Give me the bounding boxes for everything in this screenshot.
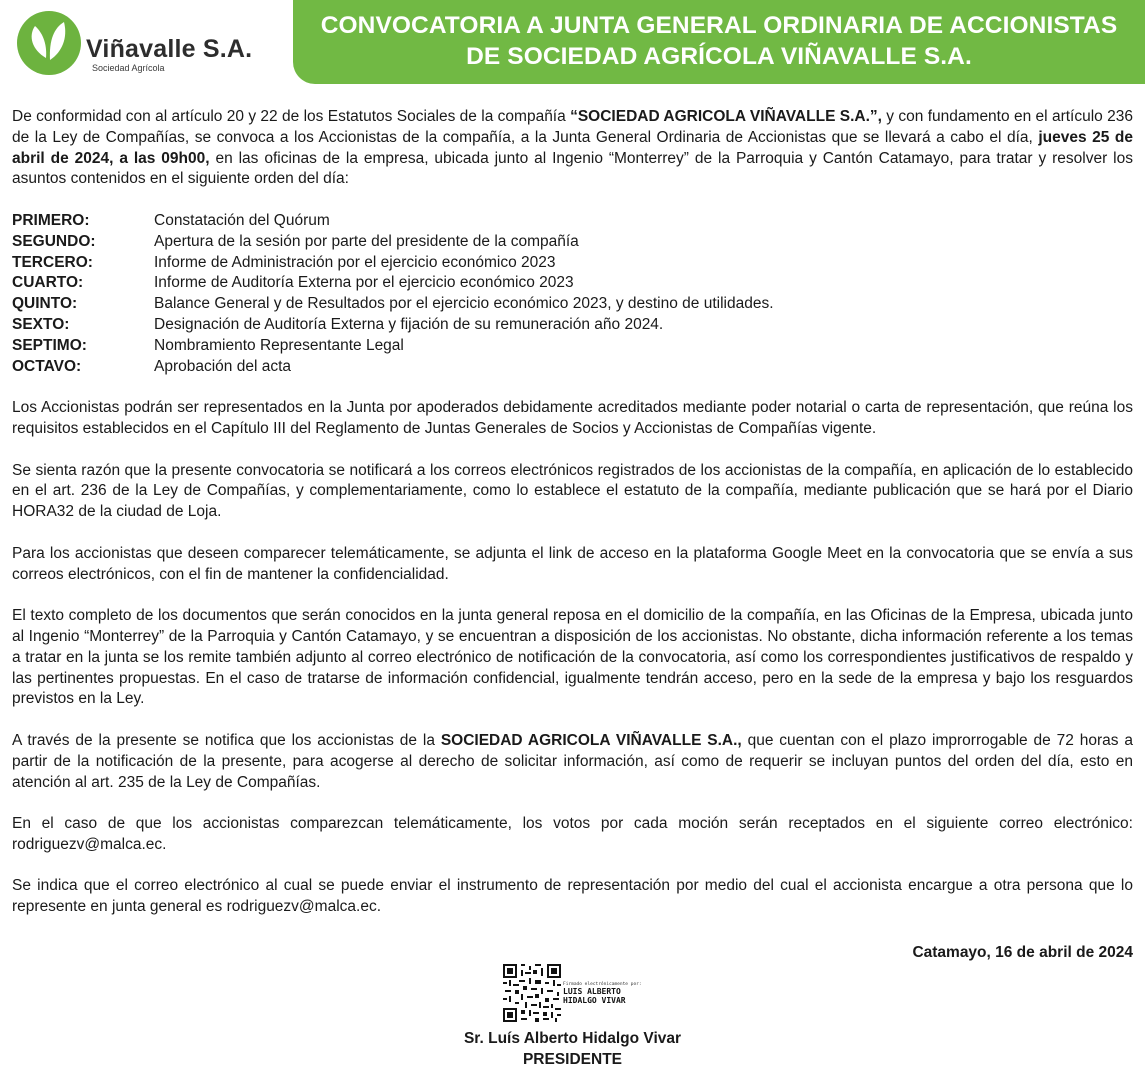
stamp-name-line-1: LUIS ALBERTO: [563, 987, 621, 996]
agenda-item: [12, 253, 1133, 274]
representation-paragraph: Los Accionistas podrán ser representados en la Junta por apoderados debidamente acreditados mediante poder notarial o carta de representación, que reúna los requisitos establecidos en el Capítulo III del Reglamento de Juntas Generales de Socios y Accionistas de Compañías vigente.: [12, 399, 1133, 437]
title-banner: [293, 0, 1145, 84]
agenda-item-key: SEXTO:: [12, 315, 70, 333]
signer-title: PRESIDENTE: [522, 1051, 623, 1068]
agenda-list: [12, 211, 1133, 377]
stamp-label: Firmado electrónicamente por:: [563, 982, 642, 987]
agenda-item-text: Apertura de la sesión por parte del presidente de la compañía: [154, 232, 579, 250]
document-body: [12, 107, 1133, 939]
title-line-2: DE SOCIEDAD AGRÍCOLA VIÑAVALLE S.A.: [466, 43, 972, 70]
votes-paragraph: En el caso de que los accionistas comparezcan telemáticamente, los votos por cada moción serán receptados en el siguiente correo electrónico: rodriguezv@malca.ec.: [12, 815, 1133, 853]
agenda-item-key: SEGUNDO:: [12, 232, 96, 250]
title-line-1: CONVOCATORIA A JUNTA GENERAL ORDINARIA DE ACCIONISTAS: [320, 12, 1118, 39]
agenda-item: [12, 273, 1133, 294]
stamp-name-line-2: HIDALGO VIVAR: [563, 996, 626, 1005]
agenda-item-text: Balance General y de Resultados por el ejercicio económico 2023, y destino de utilidades.: [154, 295, 774, 313]
agenda-item: [12, 294, 1133, 315]
logo-subtitle: Sociedad Agrícola: [92, 63, 165, 73]
agenda-item-key: OCTAVO:: [12, 357, 82, 375]
intro-text-2: y con fundamento en el artículo 236 de la Ley de Compañías, se convoca a los Accionistas de la compañía, a la Junta General Ordinaria de Accionistas que se llevará a cabo el día,: [12, 108, 1133, 146]
place-date: Catamayo, 16 de abril de 2024: [912, 944, 1133, 961]
agenda-item-key: PRIMERO:: [12, 211, 90, 229]
header: [0, 0, 1145, 86]
agenda-item-text: Informe de Auditoría Externa por el ejercicio económico 2023: [154, 274, 574, 292]
logo-name: Viñavalle S.A.: [86, 35, 253, 63]
agenda-item-key: CUARTO:: [12, 274, 84, 292]
qr-code-icon: [503, 964, 561, 1022]
intro-paragraph: [12, 107, 1133, 190]
proxy-paragraph: Se indica que el correo electrónico al cual se puede enviar el instrumento de representación por medio del cual el accionista encargue a otra persona que lo represente en junta general es rodriguezv@malca.ec.: [12, 877, 1133, 916]
notification-paragraph: Se sienta razón que la presente convocatoria se notificará a los correos electrónicos registrados de los accionistas de la compañía, en aplicación de lo establecido en el art. 236 de la Ley de Compañías, y complementariamente, como lo establece el estatuto de la compañía, mediante publicación que se hará por el Diario HORA32 de la ciudad de Loja.: [12, 461, 1133, 521]
agenda-item-key: SEPTIMO:: [12, 336, 87, 354]
agenda-item-text: Constatación del Quórum: [154, 211, 330, 229]
agenda-item: [12, 232, 1133, 253]
agenda-item: [12, 315, 1133, 336]
intro-company-name: “SOCIEDAD AGRICOLA VIÑAVALLE S.A.”,: [570, 108, 882, 125]
agenda-item-text: Aprobación del acta: [154, 357, 292, 375]
leaf-logo-icon: [16, 10, 82, 76]
rights-paragraph: [12, 731, 1133, 793]
signer-name: Sr. Luís Alberto Hidalgo Vivar: [463, 1030, 682, 1047]
agenda-item: [12, 336, 1133, 357]
rights-text-1: A través de la presente se notifica que los accionistas de la: [12, 731, 441, 749]
agenda-item-text: Nombramiento Representante Legal: [154, 336, 404, 354]
rights-company-name: SOCIEDAD AGRICOLA VIÑAVALLE S.A.,: [440, 731, 742, 749]
rights-text-2: que cuentan con el plazo improrrogable de 72 horas a partir de la notificación de la presente, para acogerse al derecho de solicitar información, así como de requerir se incluyan puntos del orden del día, esto en atención al art. 235 de la Ley de Compañías.: [12, 731, 1133, 791]
intro-text-1: De conformidad con al artículo 20 y 22 de los Estatutos Sociales de la compañía: [12, 108, 571, 125]
agenda-item-text: Informe de Administración por el ejercicio económico 2023: [154, 253, 556, 271]
company-logo: [16, 8, 291, 78]
telematic-paragraph: Para los accionistas que deseen comparecer telemáticamente, se adjunta el link de acceso en la plataforma Google Meet en la convocatoria que se envía a sus correos electrónicos, con el fin de mantener la confidencialidad.: [12, 544, 1133, 583]
documents-paragraph: El texto completo de los documentos que serán conocidos en la junta general reposa en el domicilio de la compañía, en las Oficinas de la Empresa, ubicada junto al Ingenio “Monterrey” de la Parroquia y Cantón Catamayo, y se encuentran a disposición de los accionistas. No obstante, dicha información referente a los temas a tratar en la junta se los remite también adjunto al correo electrónico de notificación de la convocatoria, así como los correspondientes justificativos de respaldo y las pertinentes propuestas. En el caso de tratarse de información confidencial, igualmente tendrán acceso, pero en la sede de la empresa y bajo los resguardos previstos en la Ley.: [12, 607, 1133, 708]
electronic-signature-stamp: [503, 964, 653, 1024]
agenda-item: [12, 357, 1133, 378]
intro-text-3: en las oficinas de la empresa, ubicada junto al Ingenio “Monterrey” de la Parroquia y Cantón Catamayo, para tratar y resolver los asuntos contenidos en el siguiente orden del día:: [12, 149, 1133, 188]
agenda-item-key: QUINTO:: [12, 295, 78, 313]
meeting-date: jueves 25 de abril de 2024, a las 09h00,: [12, 128, 1133, 167]
agenda-item: [12, 211, 1133, 232]
agenda-item-text: Designación de Auditoría Externa y fijación de su remuneración año 2024.: [154, 315, 664, 333]
agenda-item-key: TERCERO:: [12, 253, 93, 271]
